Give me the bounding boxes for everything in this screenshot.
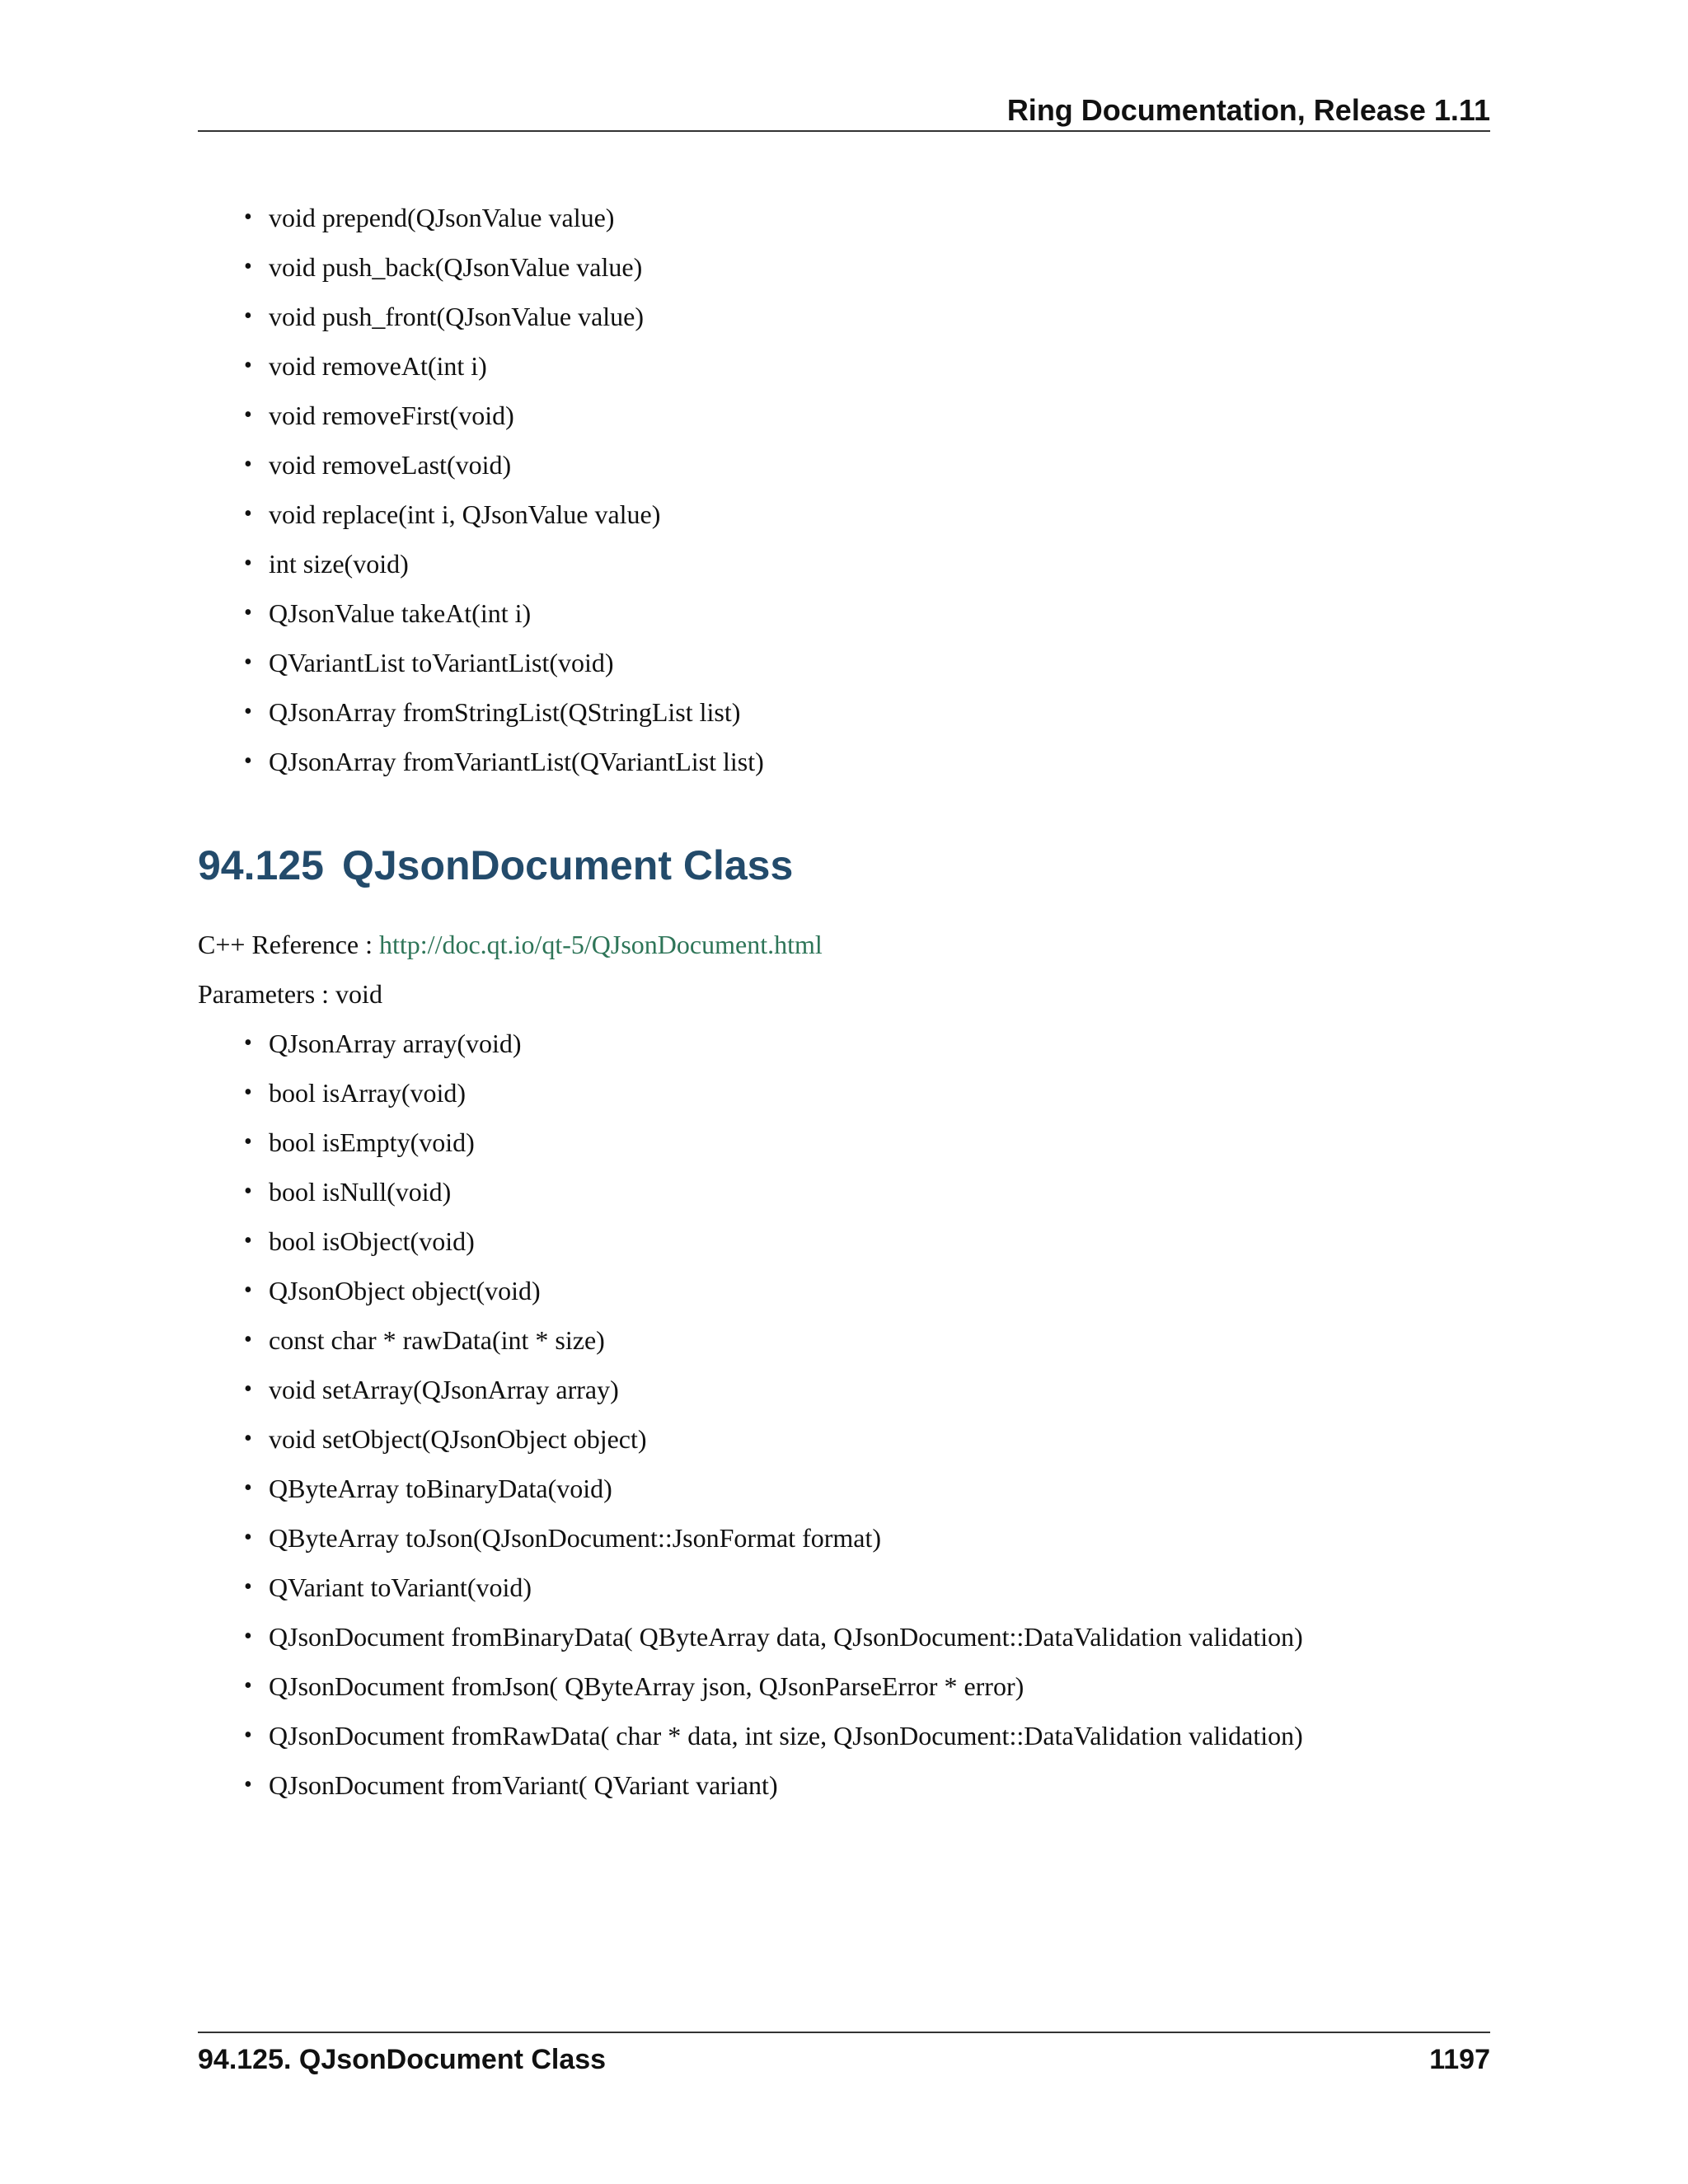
method-list-item <box>244 341 764 391</box>
method-list-item <box>244 1711 1303 1760</box>
method-list-item <box>244 1760 1303 1810</box>
method-list-item <box>244 1513 1303 1563</box>
method-signature: QJsonDocument fromRawData( char * data, int size, QJsonDocument::DataValidation validation) <box>269 1721 1303 1750</box>
bullet-icon: • <box>244 699 252 724</box>
method-list-item <box>244 1068 1303 1118</box>
method-list-item <box>244 1019 1303 1068</box>
method-list-item <box>244 1118 1303 1167</box>
method-list-item <box>244 1315 1303 1365</box>
method-list-item <box>244 193 764 242</box>
method-list-item <box>244 687 764 737</box>
section-number: 94.125 <box>198 842 324 888</box>
method-signature: QJsonArray fromStringList(QStringList list) <box>269 697 741 727</box>
method-list-item <box>244 1266 1303 1315</box>
page-header <box>198 92 1490 132</box>
bullet-icon: • <box>244 1426 252 1451</box>
method-signature: void removeAt(int i) <box>269 351 487 381</box>
method-signature: void removeFirst(void) <box>269 401 514 430</box>
bullet-icon: • <box>244 1030 252 1056</box>
method-signature: const char * rawData(int * size) <box>269 1325 605 1355</box>
method-list-item <box>244 588 764 638</box>
method-signature: QVariantList toVariantList(void) <box>269 648 614 677</box>
method-signature: bool isArray(void) <box>269 1078 467 1108</box>
footer-page-number: 1197 <box>1429 2044 1490 2075</box>
bullet-icon: • <box>244 1179 252 1204</box>
method-signature: bool isObject(void) <box>269 1226 475 1256</box>
method-signature: bool isNull(void) <box>269 1177 452 1207</box>
method-signature: QJsonDocument fromVariant( QVariant variant) <box>269 1770 778 1800</box>
method-signature: void prepend(QJsonValue value) <box>269 203 615 232</box>
method-signature: QVariant toVariant(void) <box>269 1572 532 1602</box>
method-signature: void setObject(QJsonObject object) <box>269 1424 647 1454</box>
method-signature: void push_front(QJsonValue value) <box>269 302 645 331</box>
method-list-item <box>244 1661 1303 1711</box>
cpp-reference-link[interactable]: http://doc.qt.io/qt-5/QJsonDocument.html <box>379 930 823 959</box>
bullet-icon: • <box>244 501 252 527</box>
method-signature: QJsonArray fromVariantList(QVariantList list) <box>269 747 764 776</box>
method-list-item <box>244 1464 1303 1513</box>
cpp-reference-line <box>198 920 823 969</box>
method-list-item <box>244 1612 1303 1661</box>
bullet-icon: • <box>244 1525 252 1550</box>
method-signature: bool isEmpty(void) <box>269 1127 475 1157</box>
method-list-item <box>244 737 764 786</box>
method-list-item <box>244 391 764 440</box>
method-signature: QJsonValue takeAt(int i) <box>269 598 532 628</box>
method-signature: void push_back(QJsonValue value) <box>269 252 643 282</box>
footer-section-title: 94.125. QJsonDocument Class <box>198 2044 607 2075</box>
bullet-icon: • <box>244 551 252 576</box>
method-signature: QByteArray toJson(QJsonDocument::JsonFormat format) <box>269 1523 882 1553</box>
bullet-icon: • <box>244 748 252 774</box>
bullet-icon: • <box>244 1327 252 1352</box>
bullet-icon: • <box>244 1673 252 1699</box>
bullet-icon: • <box>244 1376 252 1402</box>
method-list-item <box>244 1167 1303 1216</box>
header-title: Ring Documentation, Release 1.11 <box>1006 93 1490 127</box>
bullet-icon: • <box>244 1624 252 1649</box>
page-footer <box>198 2032 1490 2091</box>
bullet-icon: • <box>244 649 252 675</box>
bullet-icon: • <box>244 1574 252 1600</box>
method-signature: void setArray(QJsonArray array) <box>269 1375 619 1404</box>
method-list-item <box>244 638 764 687</box>
qjsonarray-method-list <box>244 193 764 786</box>
method-signature: QJsonObject object(void) <box>269 1276 541 1305</box>
method-list-item <box>244 1414 1303 1464</box>
method-signature: QByteArray toBinaryData(void) <box>269 1474 612 1503</box>
method-list-item <box>244 292 764 341</box>
cpp-reference-label: C++ Reference : <box>198 930 379 959</box>
method-list-item <box>244 440 764 490</box>
section-title-text: QJsonDocument Class <box>341 842 794 888</box>
bullet-icon: • <box>244 1228 252 1254</box>
bullet-icon: • <box>244 1722 252 1748</box>
method-list-item <box>244 242 764 292</box>
method-signature: void replace(int i, QJsonValue value) <box>269 499 661 529</box>
bullet-icon: • <box>244 1475 252 1501</box>
section-heading <box>198 834 793 897</box>
bullet-icon: • <box>244 600 252 626</box>
method-list-item <box>244 1216 1303 1266</box>
bullet-icon: • <box>244 402 252 428</box>
bullet-icon: • <box>244 353 252 378</box>
bullet-icon: • <box>244 254 252 279</box>
method-list-item <box>244 490 764 539</box>
method-signature: QJsonDocument fromBinaryData( QByteArray data, QJsonDocument::DataValidation validation) <box>269 1622 1303 1652</box>
bullet-icon: • <box>244 1080 252 1105</box>
parameters-line: Parameters : void <box>198 979 382 1009</box>
method-list-item <box>244 1563 1303 1612</box>
method-signature: QJsonArray array(void) <box>269 1029 522 1058</box>
qjsondocument-method-list <box>244 1019 1303 1810</box>
bullet-icon: • <box>244 204 252 230</box>
bullet-icon: • <box>244 1772 252 1797</box>
method-signature: void removeLast(void) <box>269 450 512 480</box>
method-list-item <box>244 539 764 588</box>
bullet-icon: • <box>244 1277 252 1303</box>
bullet-icon: • <box>244 303 252 329</box>
method-list-item <box>244 1365 1303 1414</box>
method-signature: QJsonDocument fromJson( QByteArray json, QJsonParseError * error) <box>269 1671 1025 1701</box>
method-signature: int size(void) <box>269 549 409 579</box>
bullet-icon: • <box>244 452 252 477</box>
bullet-icon: • <box>244 1129 252 1155</box>
